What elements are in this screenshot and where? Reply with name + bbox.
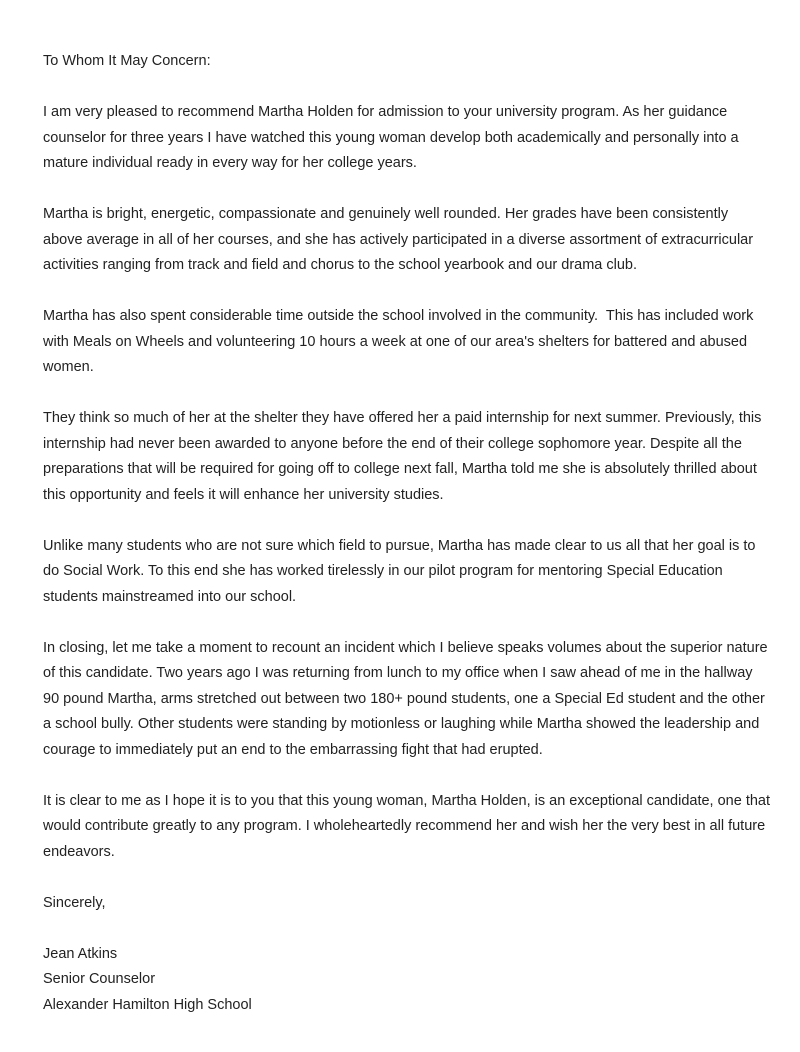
paragraph-incident: In closing, let me take a moment to recount an incident which I believe speaks volumes about the superior nature of this candidate. Two years ago I was returning from lunch to my office when I saw ahead of me in the hallway 90 pound Martha, arms stretched out between two 180+ pound students, one a Special Ed student and the other a school bully. Other students were standing by motionless or laughing while Martha showed the leadership and courage to immediately put an end to the embarrassing fight that had erupted.	[43, 639, 772, 758]
paragraph-intro: I am very pleased to recommend Martha Holden for admission to your university program. As her guidance counselor for three years I have watched this young woman develop both academically and personally into a mature individual ready in every way for her college years.	[43, 104, 743, 171]
signature-block	[43, 942, 771, 1019]
paragraph-character: Martha is bright, energetic, compassionate and genuinely well rounded. Her grades have been consistently above average in all of her courses, and she has actively participated in a diverse assortment of extracurricular activities ranging from track and field and chorus to the school yearbook and our drama club.	[43, 206, 758, 273]
paragraph-conclusion: It is clear to me as I hope it is to you that this young woman, Martha Holden, is an exceptional candidate, one that would contribute greatly to any program. I wholeheartedly recommend her and wish her the very best in all future endeavors.	[43, 792, 775, 860]
paragraph-internship: They think so much of her at the shelter they have offered her a paid internship for next summer. Previously, this internship had never been awarded to anyone before the end of their college sophomore year. Despite all the preparations that will be required for going off to college next fall, Martha told me she is absolutely thrilled about this opportunity and feels it will enhance her university studies.	[43, 410, 766, 503]
closing: Sincerely,	[43, 894, 106, 911]
letter-body	[43, 49, 775, 1018]
signer-organization: Alexander Hamilton High School	[43, 996, 252, 1013]
paragraph-goal: Unlike many students who are not sure which field to pursue, Martha has made clear to us all that her goal is to do Social Work. To this end she has worked tirelessly in our pilot program for mentoring Special Education students mainstreamed into our school.	[43, 537, 760, 605]
paragraph-community: Martha has also spent considerable time outside the school involved in the community. This has included work with Meals on Wheels and volunteering 10 hours a week at one of our area's shelters for battered and abused women.	[43, 308, 758, 375]
signer-name: Jean Atkins	[43, 945, 118, 962]
salutation: To Whom It May Concern:	[43, 53, 211, 69]
signer-title: Senior Counselor	[43, 971, 156, 987]
